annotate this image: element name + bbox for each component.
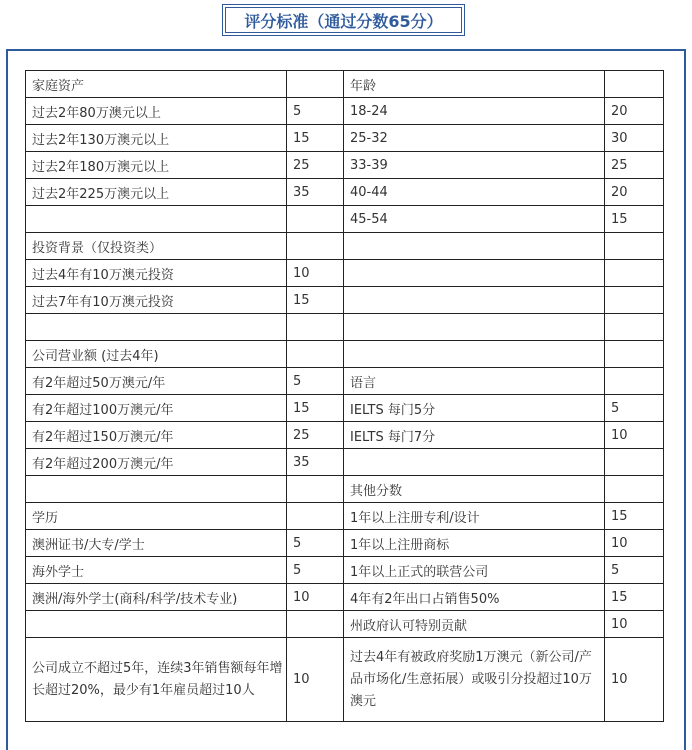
table-row [26, 71, 664, 98]
table-cell-item-score-right: 15 [605, 206, 664, 233]
table-cell-item-score: 10 [287, 638, 344, 722]
table-cell-item-score: 5 [287, 98, 344, 125]
table-cell-item-score: 5 [287, 557, 344, 584]
table-cell-item-label-right [344, 341, 605, 368]
table-cell-item-score: 10 [287, 584, 344, 611]
table-cell-item-label-right [344, 314, 605, 341]
table-cell-item-score-right: 10 [605, 530, 664, 557]
table-cell-item-score-right: 20 [605, 98, 664, 125]
table-cell-item-label: 过去4年有10万澳元投资 [26, 260, 287, 287]
table-cell-item-label: 投资背景（仅投资类） [26, 233, 287, 260]
table-cell-item-score-right: 25 [605, 152, 664, 179]
table-cell-item-label: 有2年超过150万澳元/年 [26, 422, 287, 449]
table-cell-item-label: 澳洲/海外学士(商科/科学/技术专业) [26, 584, 287, 611]
table-cell-item-label-right: 25-32 [344, 125, 605, 152]
table-cell-item-label-right: 33-39 [344, 152, 605, 179]
table-cell-item-score-right [605, 449, 664, 476]
table-row [26, 98, 664, 125]
table-cell-item-label-right: 过去4年有被政府奖励1万澳元（新公司/产品市场化/生意拓展）或吸引分投超过10万澳元 [344, 638, 605, 722]
table-cell-item-label: 公司成立不超过5年，连续3年销售额每年增长超过20%，最少有1年雇员超过10人 [26, 638, 287, 722]
table-row [26, 395, 664, 422]
table-cell-item-label: 过去2年225万澳元以上 [26, 179, 287, 206]
table-row [26, 287, 664, 314]
table-cell-item-label: 过去2年80万澳元以上 [26, 98, 287, 125]
table-cell-item-score-right: 30 [605, 125, 664, 152]
table-cell-item-label-right: 1年以上注册商标 [344, 530, 605, 557]
table-cell-item-label-right [344, 449, 605, 476]
table-row [26, 179, 664, 206]
table-cell-item-score-right: 20 [605, 179, 664, 206]
table-cell-item-score: 5 [287, 368, 344, 395]
table-cell-item-score-right: 15 [605, 503, 664, 530]
table-row [26, 449, 664, 476]
table-cell-item-label-right [344, 233, 605, 260]
table-cell-item-label: 学历 [26, 503, 287, 530]
table-cell-item-score-right: 5 [605, 395, 664, 422]
table-cell-item-score [287, 71, 344, 98]
table-cell-item-label: 过去2年130万澳元以上 [26, 125, 287, 152]
table-cell-item-score-right [605, 368, 664, 395]
table-cell-item-score: 5 [287, 530, 344, 557]
table-cell-item-label-right: 40-44 [344, 179, 605, 206]
table-row [26, 125, 664, 152]
table-cell-item-score-right: 10 [605, 638, 664, 722]
table-cell-item-score-right [605, 287, 664, 314]
table-cell-item-score-right: 5 [605, 557, 664, 584]
table-row [26, 314, 664, 341]
table-cell-item-score [287, 503, 344, 530]
table-row [26, 233, 664, 260]
table-cell-item-label-right: 45-54 [344, 206, 605, 233]
table-cell-item-label: 过去7年有10万澳元投资 [26, 287, 287, 314]
score-table [25, 70, 664, 722]
table-cell-item-score-right [605, 314, 664, 341]
table-row [26, 638, 664, 722]
table-cell-item-label: 澳洲证书/大专/学士 [26, 530, 287, 557]
table-row [26, 476, 664, 503]
table-cell-item-label: 有2年超过100万澳元/年 [26, 395, 287, 422]
table-cell-item-label-right: 4年有2年出口占销售50% [344, 584, 605, 611]
table-cell-item-score-right [605, 260, 664, 287]
table-cell-item-label-right: IELTS 每门5分 [344, 395, 605, 422]
table-cell-item-label: 海外学士 [26, 557, 287, 584]
table-row [26, 530, 664, 557]
table-cell-item-score: 15 [287, 395, 344, 422]
table-cell-item-score [287, 206, 344, 233]
table-cell-item-score [287, 341, 344, 368]
table-row [26, 557, 664, 584]
table-cell-item-label: 过去2年180万澳元以上 [26, 152, 287, 179]
table-cell-item-score-right: 10 [605, 611, 664, 638]
table-cell-item-score-right [605, 233, 664, 260]
table-cell-item-score: 10 [287, 260, 344, 287]
table-cell-item-score [287, 233, 344, 260]
table-cell-item-label [26, 611, 287, 638]
table-cell-item-label-right: 1年以上正式的联营公司 [344, 557, 605, 584]
table-cell-item-score [287, 314, 344, 341]
table-cell-item-label-right: 1年以上注册专利/设计 [344, 503, 605, 530]
table-cell-item-label-right: 18-24 [344, 98, 605, 125]
table-row [26, 260, 664, 287]
table-cell-item-score-right [605, 476, 664, 503]
table-cell-item-label [26, 314, 287, 341]
table-cell-item-label [26, 476, 287, 503]
table-cell-item-label-right: 语言 [344, 368, 605, 395]
table-row [26, 584, 664, 611]
page-title: 评分标准（通过分数65分） [225, 7, 462, 33]
table-cell-item-score: 25 [287, 152, 344, 179]
table-cell-item-score-right: 15 [605, 584, 664, 611]
table-row [26, 152, 664, 179]
table-cell-item-score [287, 611, 344, 638]
table-row [26, 503, 664, 530]
table-cell-item-label-right [344, 260, 605, 287]
table-cell-item-score: 35 [287, 179, 344, 206]
table-cell-item-label-right: 年龄 [344, 71, 605, 98]
table-cell-item-score: 15 [287, 125, 344, 152]
table-row [26, 368, 664, 395]
table-cell-item-label-right [344, 287, 605, 314]
table-cell-item-score: 35 [287, 449, 344, 476]
title-box [222, 4, 465, 36]
table-cell-item-label-right: IELTS 每门7分 [344, 422, 605, 449]
table-row [26, 341, 664, 368]
table-cell-item-score-right: 10 [605, 422, 664, 449]
table-cell-item-score: 25 [287, 422, 344, 449]
table-cell-item-score [287, 476, 344, 503]
table-cell-item-label [26, 206, 287, 233]
table-cell-item-label: 公司营业额 (过去4年) [26, 341, 287, 368]
table-cell-item-label-right: 其他分数 [344, 476, 605, 503]
table-row [26, 611, 664, 638]
table-cell-item-score: 15 [287, 287, 344, 314]
table-cell-item-label: 有2年超过200万澳元/年 [26, 449, 287, 476]
table-cell-item-score-right [605, 341, 664, 368]
table-cell-item-label: 家庭资产 [26, 71, 287, 98]
table-cell-item-label: 有2年超过50万澳元/年 [26, 368, 287, 395]
table-cell-item-score-right [605, 71, 664, 98]
table-row [26, 206, 664, 233]
table-cell-item-label-right: 州政府认可特别贡献 [344, 611, 605, 638]
table-row [26, 422, 664, 449]
